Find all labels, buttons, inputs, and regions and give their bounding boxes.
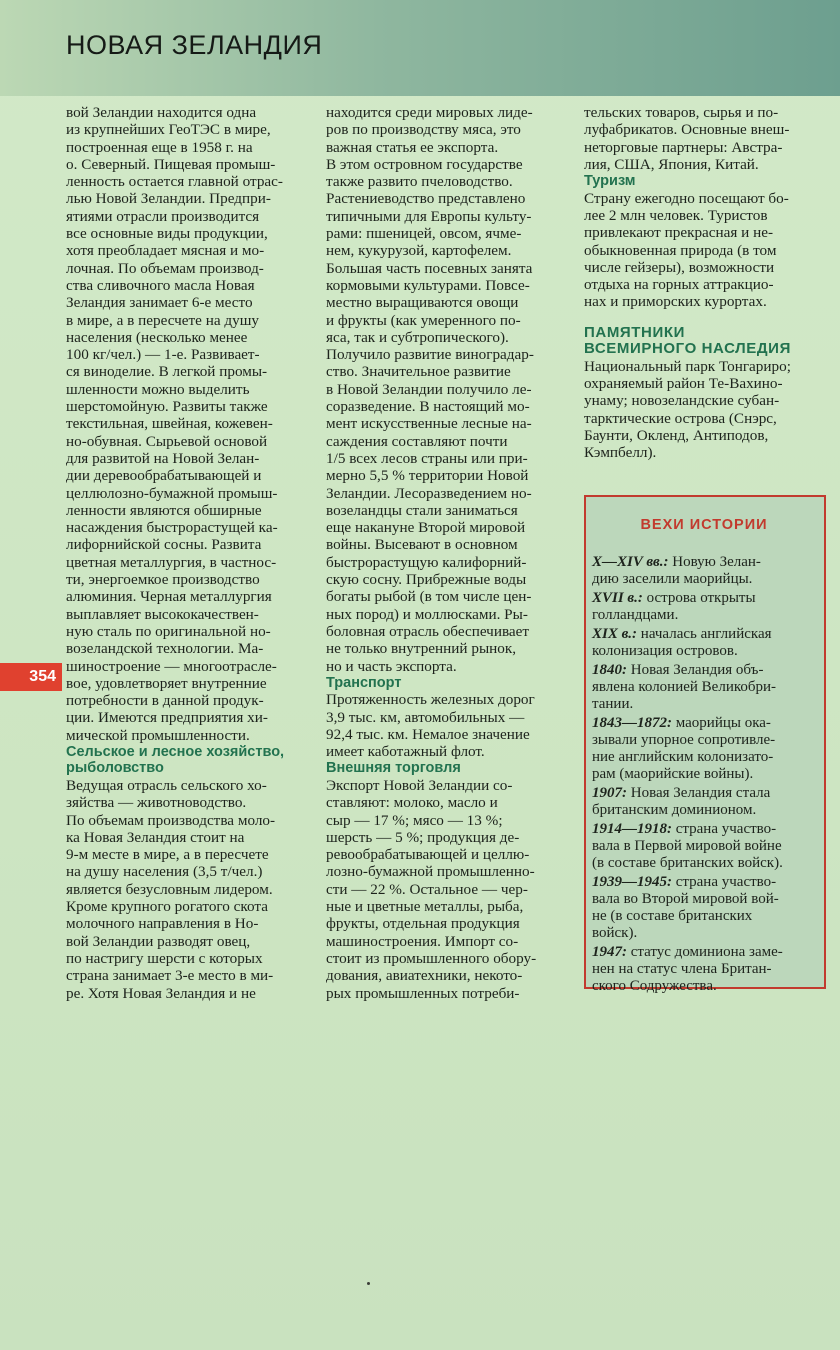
- text-line: нем, кукурузой, картофелем.: [326, 242, 512, 260]
- text-line: унаму; новозеландские субан-: [584, 392, 780, 410]
- text-line: ленность остается главной отрас-: [66, 173, 283, 191]
- text-line: в Новой Зеландии получило ле-: [326, 380, 532, 398]
- history-entry: [592, 874, 816, 942]
- history-entry-text: статус доминиона заме-: [627, 944, 783, 960]
- text-line: имеет каботажный флот.: [326, 743, 485, 761]
- history-entry-text: маорийцы ока-: [672, 715, 771, 731]
- history-entry: [592, 715, 816, 783]
- text-line: Кроме крупного рогатого скота: [66, 898, 268, 916]
- text-line: ства сливочного масла Новая: [66, 276, 255, 294]
- text-line: ные и цветные металлы, рыба,: [326, 898, 524, 916]
- page-title: НОВАЯ ЗЕЛАНДИЯ: [66, 30, 323, 60]
- text-line: шерсть — 5 %; продукция де-: [326, 828, 520, 846]
- text-line: Протяженность железных дорог: [326, 691, 535, 709]
- text-column-3: [584, 104, 824, 462]
- text-column-2: [326, 104, 564, 1002]
- text-line: ревообрабатывающей и целлю-: [326, 846, 530, 864]
- page-number-tab: 354: [0, 663, 62, 691]
- text-line: потребности в данной продук-: [66, 692, 264, 710]
- text-line: лее 2 млн человек. Туристов: [584, 206, 768, 224]
- history-entry-text: ние английским колонизато-: [592, 749, 774, 765]
- paragraph-foreign-trade: [326, 777, 564, 1002]
- text-line: населения (несколько менее: [66, 328, 248, 346]
- text-line: Получило развитие виноградар-: [326, 346, 534, 364]
- text-line: лозно-бумажной промышленно-: [326, 863, 535, 881]
- history-entry-text: Новую Зелан-: [668, 554, 761, 570]
- text-line: зяйства — животноводство.: [66, 794, 247, 812]
- text-line: 3,9 тыс. км, автомобильных —: [326, 708, 525, 726]
- history-entry-date: XIX в.:: [592, 626, 638, 642]
- history-entry-text: британским доминионом.: [592, 802, 757, 818]
- text-line: лифорнийской сосны. Развита: [66, 536, 262, 554]
- text-line: ставляют: молоко, масло и: [326, 794, 498, 812]
- text-line: лочная. По объемам производ-: [66, 259, 264, 277]
- text-line: 9-м месте в мире, а в пересчете: [66, 846, 269, 864]
- text-line: рых промышленных потреби-: [326, 984, 520, 1002]
- text-line: Национальный парк Тонгариро;: [584, 357, 791, 375]
- history-box-title: ВЕХИ ИСТОРИИ: [640, 517, 768, 533]
- text-line: лия, США, Япония, Китай.: [584, 155, 759, 173]
- paragraph-trade-partners: [584, 104, 824, 173]
- text-line: 100 кг/чел.) — 1-е. Развивает-: [66, 346, 260, 364]
- text-line: местно выращиваются овощи: [326, 294, 519, 312]
- text-line: Кэмпбелл).: [584, 444, 657, 462]
- paragraph-industry: [66, 104, 304, 744]
- text-line: машиностроения. Импорт со-: [326, 932, 519, 950]
- history-entry: [592, 944, 816, 995]
- text-line: нах и приморских курортах.: [584, 293, 767, 311]
- history-entry-date: 1907:: [592, 785, 627, 801]
- history-entry-text: тании.: [592, 696, 634, 712]
- text-line: ти, энергоемкое производство: [66, 571, 260, 589]
- history-entry-date: 1939—1945:: [592, 874, 672, 890]
- text-line: В этом островном государстве: [326, 155, 523, 173]
- text-line: ятиями отрасли производится: [66, 207, 260, 225]
- text-line: Страну ежегодно посещают бо-: [584, 189, 789, 207]
- text-column-1: [66, 104, 304, 1002]
- heading-world-heritage: [584, 325, 824, 358]
- history-entry-text: вала во Второй мировой вой-: [592, 891, 779, 907]
- text-line: ре. Хотя Новая Зеландия и не: [66, 984, 256, 1002]
- text-line: Экспорт Новой Зеландии со-: [326, 776, 513, 794]
- heading-transport: Транспорт: [326, 674, 402, 691]
- heading-line: ВСЕМИРНОГО НАСЛЕДИЯ: [584, 340, 791, 358]
- text-line: мической промышленности.: [66, 726, 250, 744]
- text-line: вое, удовлетворяет внутренние: [66, 674, 267, 692]
- history-entry-text: нен на статус члена Британ-: [592, 961, 772, 977]
- text-line: о. Северный. Пищевая промыш-: [66, 155, 276, 173]
- text-line: шерстомойную. Развиты также: [66, 398, 268, 416]
- history-milestones-box: [584, 495, 826, 994]
- text-line: по настригу шерсти с которых: [66, 949, 263, 967]
- text-line: не только внутренний рынок,: [326, 640, 517, 658]
- text-line: ленности являются обширные: [66, 501, 262, 519]
- text-line: Ведущая отрасль сельского хо-: [66, 776, 267, 794]
- history-entry: [592, 785, 816, 819]
- text-line: Баунти, Окленд, Антиподов,: [584, 426, 769, 444]
- text-line: скую сосну. Прибрежные воды: [326, 571, 527, 589]
- text-line: молочного направления в Но-: [66, 915, 259, 933]
- page-header: [0, 0, 840, 96]
- text-line: также развито пчеловодство.: [326, 173, 513, 191]
- text-line: стоит из промышленного обору-: [326, 949, 537, 967]
- text-line: ную сталь по оригинальной но-: [66, 622, 271, 640]
- history-entry-date: X—XIV вв.:: [592, 554, 669, 570]
- history-entry-text: зывали упорное сопротивле-: [592, 732, 776, 748]
- text-line: алюминия. Черная металлургия: [66, 588, 272, 606]
- history-entry-text: страна участво-: [672, 874, 777, 890]
- text-line: тарктические острова (Снэрс,: [584, 409, 777, 427]
- text-line: страна занимает 3-е место в ми-: [66, 967, 274, 985]
- text-line: Зеландия занимает 6-е место: [66, 294, 253, 312]
- heading-line: ПАМЯТНИКИ: [584, 323, 686, 341]
- history-entry-text: ского Содружества.: [592, 978, 717, 994]
- text-line: 1/5 всех лесов страны или при-: [326, 449, 528, 467]
- world-heritage-section: [584, 325, 824, 462]
- heading-line: рыболовство: [66, 760, 164, 777]
- text-line: быстрорастущую калифорний-: [326, 553, 527, 571]
- text-line: охраняемый район Те-Вахино-: [584, 375, 783, 393]
- history-entry-text: рам (маорийские войны).: [592, 766, 754, 782]
- history-entry-text: войск).: [592, 925, 638, 941]
- text-line: саждения составляют почти: [326, 432, 508, 450]
- text-line: ся виноделие. В легкой промы-: [66, 363, 268, 381]
- text-line: цветная металлургия, в частнос-: [66, 553, 277, 571]
- history-entry-text: страна участво-: [672, 821, 777, 837]
- history-entry-date: 1947:: [592, 944, 627, 960]
- text-line: войны. Высевают в основном: [326, 536, 518, 554]
- heading-foreign-trade: Внешняя торговля: [326, 760, 461, 777]
- history-entry-text: Новая Зеландия объ-: [627, 662, 764, 678]
- history-entry: [592, 626, 816, 660]
- text-line: боловная отрасль обеспечивает: [326, 622, 530, 640]
- text-line: фрукты, отдельная продукция: [326, 915, 520, 933]
- history-entry-date: XVII в.:: [592, 590, 643, 606]
- text-line: обыкновенная природа (в том: [584, 241, 777, 259]
- text-line: ров по производству мяса, это: [326, 121, 521, 139]
- text-line: соразведение. В настоящий мо-: [326, 398, 530, 416]
- text-line: на душу населения (3,5 т/чел.): [66, 863, 263, 881]
- text-line: яса, так и субтропического).: [326, 328, 509, 346]
- text-line: рами: пшеницей, овсом, ячме-: [326, 225, 522, 243]
- history-entry-text: голландцами.: [592, 607, 679, 623]
- history-entry-text: (в составе британских войск).: [592, 855, 783, 871]
- paragraph-world-heritage: [584, 358, 824, 462]
- history-entry-text: не (в составе британских: [592, 908, 753, 924]
- history-entry-text: вала в Первой мировой войне: [592, 838, 782, 854]
- text-line: кормовыми культурами. Повсе-: [326, 276, 530, 294]
- text-line: и фрукты (как умеренного по-: [326, 311, 521, 329]
- history-entry-date: 1914—1918:: [592, 821, 672, 837]
- text-line: дования, авиатехники, некото-: [326, 967, 523, 985]
- text-line: неторговые партнеры: Австра-: [584, 138, 783, 156]
- paragraph-transport: [326, 691, 564, 760]
- text-line: типичными для Европы культу-: [326, 207, 532, 225]
- text-line: хотя преобладает мясная и мо-: [66, 242, 265, 260]
- text-line: ка Новая Зеландия стоит на: [66, 828, 245, 846]
- text-line: 92,4 тыс. км. Немалое значение: [326, 725, 530, 743]
- text-line: сти — 22 %. Остальное — чер-: [326, 880, 528, 898]
- text-line: все основные виды продукции,: [66, 225, 268, 243]
- text-line: шленности можно выделить: [66, 380, 250, 398]
- text-line: возеландской технологии. Ма-: [66, 640, 264, 658]
- text-line: луфабрикатов. Основные внеш-: [584, 121, 790, 139]
- text-line: для развитой на Новой Зелан-: [66, 449, 260, 467]
- paragraph-tourism: [584, 190, 824, 311]
- text-line: насаждения быстрорастущей ка-: [66, 519, 278, 537]
- text-line: но и часть экспорта.: [326, 657, 457, 675]
- history-entry-text: колонизация островов.: [592, 643, 738, 659]
- paragraph-agriculture-continued: [326, 104, 564, 675]
- text-line: мент искусственные лесные на-: [326, 415, 532, 433]
- text-line: лью Новой Зеландии. Предпри-: [66, 190, 271, 208]
- text-line: отдыха на горных аттракцио-: [584, 276, 774, 294]
- history-entry-text: явлена колонией Великобри-: [592, 679, 777, 695]
- print-speck: [367, 1282, 370, 1285]
- text-line: в мире, а в пересчете на душу: [66, 311, 259, 329]
- text-line: вой Зеландии находится одна: [66, 104, 257, 121]
- text-line: мерно 5,5 % территории Новой: [326, 467, 529, 485]
- text-line: шиностроение — многоотрасле-: [66, 657, 277, 675]
- text-line: является безусловным лидером.: [66, 880, 273, 898]
- text-line: важная статья ее экспорта.: [326, 138, 499, 156]
- history-entry: [592, 590, 816, 624]
- text-line: ции. Имеются предприятия хи-: [66, 709, 268, 727]
- text-line: возеландцы стали заниматься: [326, 501, 518, 519]
- text-line: сыр — 17 %; мясо — 13 %;: [326, 811, 503, 829]
- text-line: из крупнейших ГеоТЭС в мире,: [66, 121, 271, 139]
- text-line: еще накануне Второй мировой: [326, 519, 526, 537]
- history-entry: [592, 554, 816, 588]
- history-entry-text: дию заселили маорийцы.: [592, 571, 753, 587]
- history-entry-text: началась английская: [637, 626, 772, 642]
- text-line: вой Зеландии разводят овец,: [66, 932, 251, 950]
- heading-tourism: Туризм: [584, 173, 636, 190]
- history-entry-text: острова открыты: [642, 590, 756, 606]
- history-entry-date: 1843—1872:: [592, 715, 672, 731]
- heading-line: Сельское и лесное хозяйство,: [66, 743, 285, 760]
- text-line: тельских товаров, сырья и по-: [584, 104, 779, 121]
- text-line: По объемам производства моло-: [66, 811, 276, 829]
- text-line: находится среди мировых лиде-: [326, 104, 533, 121]
- history-entry-text: Новая Зеландия стала: [627, 785, 771, 801]
- text-line: текстильная, швейная, кожевен-: [66, 415, 273, 433]
- text-line: Зеландии. Лесоразведением но-: [326, 484, 532, 502]
- text-line: Большая часть посевных занята: [326, 259, 533, 277]
- text-line: выплавляет высококачествен-: [66, 605, 259, 623]
- text-line: дии деревообрабатывающей и: [66, 467, 262, 485]
- paragraph-agriculture: [66, 777, 304, 1002]
- text-line: целлюлозно-бумажной промыш-: [66, 484, 278, 502]
- history-entry: [592, 662, 816, 713]
- history-entry: [592, 821, 816, 872]
- text-line: богаты рыбой (в том числе цен-: [326, 588, 532, 606]
- history-list: [592, 554, 816, 995]
- text-line: привлекают прекрасная и не-: [584, 224, 774, 242]
- text-line: ство. Значительное развитие: [326, 363, 511, 381]
- text-line: Растениеводство представлено: [326, 190, 526, 208]
- text-line: но-обувная. Сырьевой основой: [66, 432, 268, 450]
- text-line: построенная еще в 1958 г. на: [66, 138, 253, 156]
- text-line: ных пород) и моллюсками. Ры-: [326, 605, 528, 623]
- text-line: числе гейзеры), возможности: [584, 258, 775, 276]
- heading-agriculture: [66, 744, 304, 777]
- history-entry-date: 1840:: [592, 662, 627, 678]
